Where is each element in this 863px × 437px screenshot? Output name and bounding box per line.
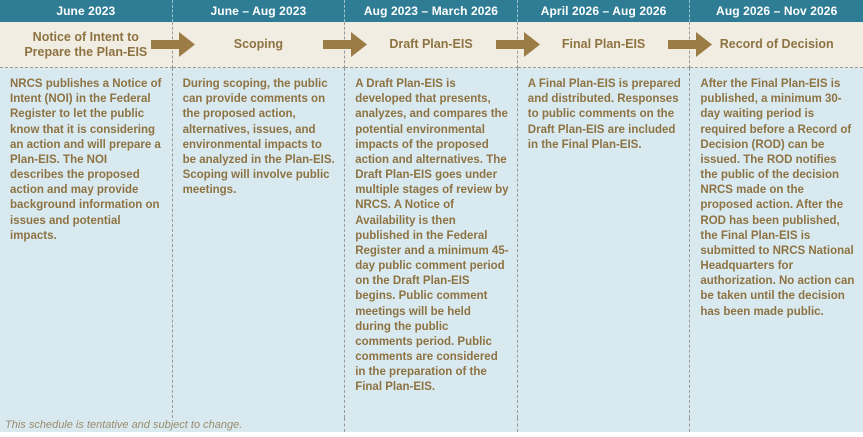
- flow-arrow-icon-2: [323, 32, 367, 57]
- phase-label-final-plan-eis: Final Plan-EIS: [518, 22, 691, 68]
- flow-arrow-icon-3: [496, 32, 540, 57]
- phase-description-3: A Draft Plan-EIS is developed that presents, analyzes, and compares the potential environmental impacts of the proposed action and alternatives. The Draft Plan-EIS goes under multiple stages of review by NRCS. A Notice of Availability is then published in the Federal Register and a minimum 45-day public comment period on the Draft Plan-EIS begins. Public comment meetings will be held during the public comments period. Public comments are considered in the preparation of the Final Plan-EIS.: [345, 68, 518, 418]
- date-header-5: Aug 2026 – Nov 2026: [690, 0, 863, 22]
- footer-strip-5: [690, 418, 863, 432]
- phase-description-1: NRCS publishes a Notice of Intent (NOI) in the Federal Register to let the public know that it is considering an action and will prepare a Plan-EIS. The NOI describes the proposed action and may provide background information on issues and potential impacts.: [0, 68, 173, 418]
- phase-label-notice-of-intent: Notice of Intent to Prepare the Plan-EIS: [0, 22, 173, 68]
- phase-label-draft-plan-eis: Draft Plan-EIS: [345, 22, 518, 68]
- date-header-1: June 2023: [0, 0, 173, 22]
- footer-strip-3: [345, 418, 518, 432]
- footer-strip-4: [518, 418, 691, 432]
- phase-label-scoping: Scoping: [173, 22, 346, 68]
- phase-description-2: During scoping, the public can provide comments on the proposed action, alternatives, issues, and environmental impacts to be analyzed in the Plan-EIS. Scoping will involve public meetings.: [173, 68, 346, 418]
- flow-arrow-icon-4: [668, 32, 712, 57]
- footnote: This schedule is tentative and subject to change.: [5, 419, 243, 431]
- phase-label-record-of-decision: Record of Decision: [690, 22, 863, 68]
- date-header-4: April 2026 – Aug 2026: [518, 0, 691, 22]
- date-header-3: Aug 2023 – March 2026: [345, 0, 518, 22]
- phase-description-4: A Final Plan-EIS is prepared and distributed. Responses to public comments on the Draft Plan-EIS are included in the Final Plan-EIS.: [518, 68, 691, 418]
- phase-description-5: After the Final Plan-EIS is published, a minimum 30-day waiting period is required before a Record of Decision (ROD) can be issued. The ROD notifies the public of the decision NRCS made on the proposed action. After the ROD has been published, the Final Plan-EIS is submitted to NRCS National Headquarters for authorization. No action can be taken until the decision has been made public.: [690, 68, 863, 418]
- footnote-cell: [0, 418, 345, 432]
- flow-arrow-icon-1: [151, 32, 195, 57]
- date-header-2: June – Aug 2023: [173, 0, 346, 22]
